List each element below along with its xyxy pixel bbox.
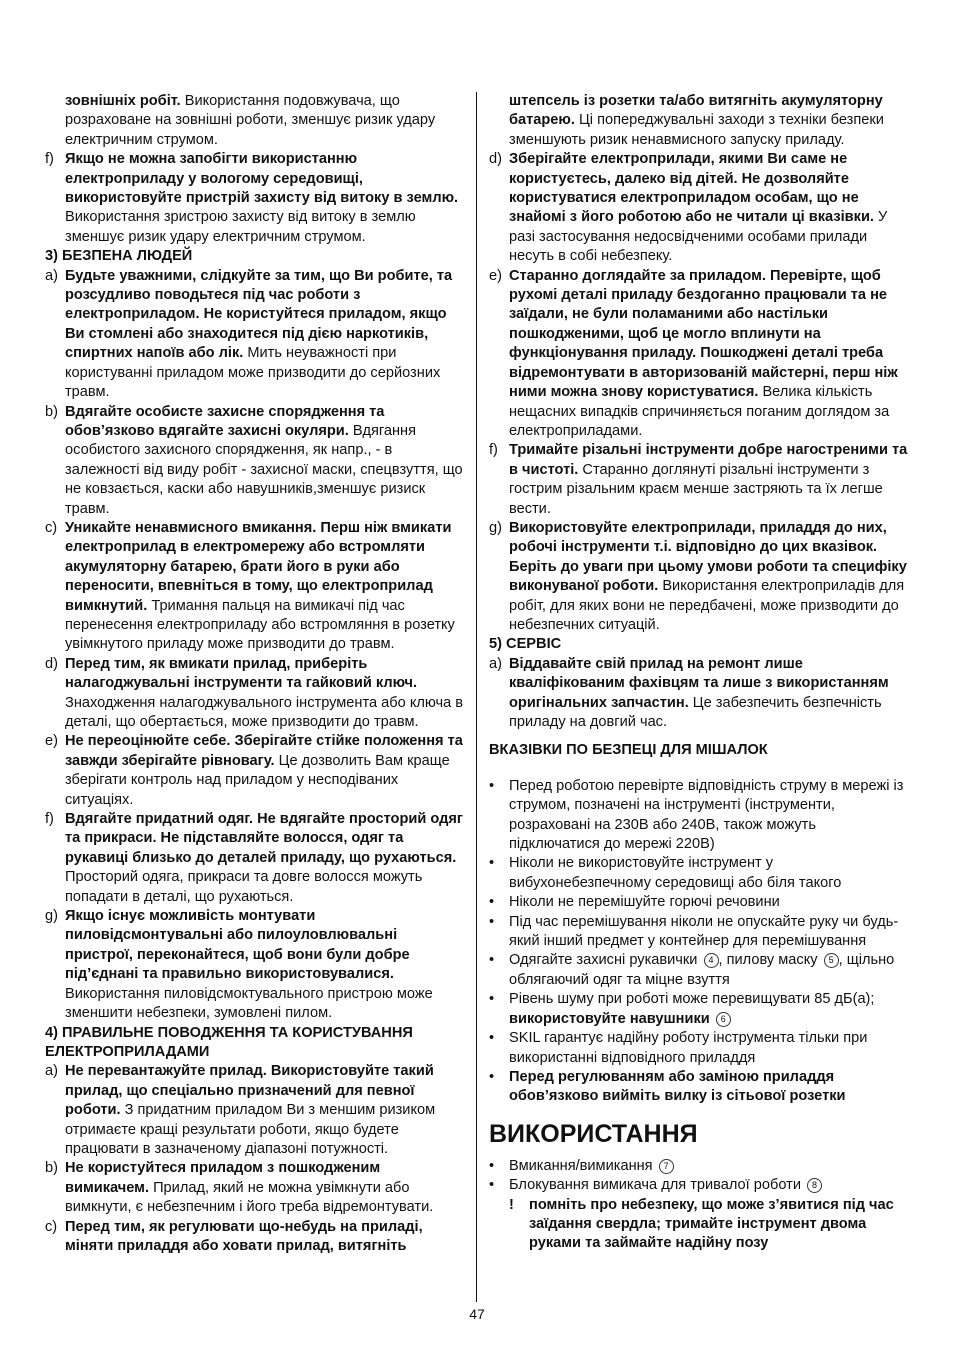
- list-item: [45, 907, 466, 1023]
- item-text: [65, 655, 466, 733]
- item-plain-text: Знаходження налагоджувального інструмента або ключа в деталі, що обертається, може призводити до травм.: [65, 694, 464, 730]
- item-plain-text: У разі застосування недосвідченими особами прилади несуть в собі небезпеку.: [509, 209, 888, 265]
- item-bold-text: Будьте уважними, слідкуйте за тим, що Ви робите, та розсудливо поводьтеся під час роботи з електроприладом. Не користуйтеся приладом, якщо Ви стомлені або знаходитеся під дією наркотиків, спиртних напоїв або лік.: [65, 267, 453, 362]
- bullet-icon: •: [489, 1030, 495, 1047]
- item-label: e): [489, 267, 502, 284]
- bullet-plain-text: , пилову маску: [718, 952, 818, 969]
- list-item: [45, 1159, 466, 1217]
- bullet-icon: •: [489, 777, 495, 794]
- item-label: d): [489, 151, 502, 168]
- item-bold-text: Перед тим, як вмикати прилад, приберіть налагоджувальні інструменти та гайковий ключ.: [65, 655, 418, 692]
- item-text: [509, 441, 910, 519]
- item-bold-text: Старанно доглядайте за приладом. Перевірте, щоб рухомі деталі приладу бездоганно працювали та не заїдали, не були поламаними або настільки пошкодженими, щоб це могло вплинути на функціонування приладу. Пошкоджені деталі треба відремонтувати в авторизованій майстерні, перш ніж ними можна знову користуватися.: [509, 267, 898, 401]
- bullet-text: [509, 1176, 910, 1195]
- list-item: [45, 732, 466, 810]
- item-label: a): [45, 1063, 58, 1080]
- item-bold-text: Перед тим, як регулювати що-небудь на приладі, міняти приладдя або ховати прилад, витягніть: [65, 1218, 423, 1254]
- item-plain-text: Використання зристрою захисту від витоку в землю зменшує ризик удару електричним струмом.: [65, 209, 416, 245]
- item-bold-text: Віддавайте свій прилад на ремонт лише кваліфікованим фахівцям та лише з використанням оригінальних запчастин.: [509, 655, 889, 711]
- figure-reference-badge: 6: [716, 1012, 731, 1027]
- item-plain-text: Прилад, який не можна увімкнути або вимкнути, є небезпечним і його треба відремонтувати.: [65, 1179, 434, 1216]
- usage-list: [489, 1157, 910, 1196]
- item-label: b): [45, 403, 58, 420]
- bullet-icon: •: [489, 1068, 495, 1085]
- item-bold-text: Не перевантажуйте прилад. Використовуйте такий прилад, що спеціально призначений для певної роботи.: [65, 1063, 434, 1119]
- item-text: [509, 519, 910, 635]
- item-label: g): [45, 908, 58, 925]
- item-text: [65, 1159, 466, 1217]
- column-divider: [476, 92, 477, 1302]
- item-bold-text: зовнішніх робіт.: [65, 93, 181, 109]
- mixer-safety-heading: ВКАЗІВКИ ПО БЕЗПЕЦІ ДЛЯ МІШАЛОК: [489, 742, 768, 759]
- page-number: 47: [469, 1306, 485, 1322]
- bullet-icon: •: [489, 991, 495, 1008]
- bullet-item: [489, 913, 910, 952]
- item-label: g): [489, 519, 502, 536]
- list-item: [45, 655, 466, 733]
- list-item: [489, 267, 910, 442]
- continued-paragraph: [489, 92, 910, 150]
- list-item: [45, 1062, 466, 1159]
- item-bold-text: Зберігайте електроприлади, якими Ви саме не користуєтесь, далеко від дітей. Не дозволяйте користуватися електроприладом особам, що не знайомі з його роботою або не читали ці вказівки.: [509, 151, 874, 226]
- item-text: [509, 267, 910, 442]
- bullet-item: [489, 777, 910, 855]
- bullet-plain-text: Ніколи не перемішуйте горючі речовини: [509, 894, 780, 911]
- item-plain-text: З придатним приладом Ви з меншим ризиком отримаєте кращі результати роботи, якщо будете працювати в зазначеному діапазоні потужності.: [65, 1102, 436, 1157]
- bullet-icon: •: [489, 952, 495, 969]
- bullet-plain-text: Перед роботою перевірте відповідність струму в мережі із струмом, позначені на інструменті (інструменти, розраховані на 230В або 240В, також можуть підключатися до мережі 220В): [509, 777, 904, 853]
- usage-heading: ВИКОРИСТАННЯ: [489, 1119, 698, 1148]
- item-label: [45, 92, 65, 150]
- section-heading: 5) СЕРВІС: [489, 636, 562, 653]
- item-bold-text: Якщо не можна запобігти використанню електроприладу у вологому середовищі, використовуйте пристрій захисту від витоку в землю.: [65, 151, 459, 207]
- item-text: [65, 267, 466, 403]
- item-label: [489, 92, 509, 150]
- right-top-content: [489, 92, 910, 732]
- bullet-plain-text: , щільно облягаючий одяг та міцне взуття: [509, 952, 895, 988]
- item-text: [65, 1062, 466, 1159]
- item-plain-text: Тримання пальця на вимикачі під час перенесення електроприладу або встромляння в розетку увімкнутого приладу може призводити до травм.: [65, 597, 455, 653]
- item-label: e): [45, 733, 58, 750]
- section-heading: 3) БЕЗПЕНА ЛЮДЕЙ: [45, 248, 193, 265]
- item-text: [65, 519, 466, 655]
- bullet-text: [509, 1029, 910, 1068]
- section-heading: 4) ПРАВИЛЬНЕ ПОВОДЖЕННЯ ТА КОРИСТУВАННЯ ЕЛЕКТРОПРИЛАДАМИ: [45, 1024, 413, 1060]
- list-item: [489, 655, 910, 733]
- item-text: [65, 1218, 466, 1257]
- warning-mark: !: [509, 1196, 514, 1213]
- bullet-item: [489, 854, 910, 893]
- list-item: [45, 1218, 466, 1257]
- right-column: [489, 92, 910, 1254]
- item-bold-text: Якщо існує можливість монтувати пиловідсмонтувальні або пилоуловлювальні пристрої, переконайтеся, щоб вони були добре під’єднані та правильно використовувалися.: [65, 908, 410, 983]
- item-plain-text: Це дозволить Вам краще зберігати контроль над приладом у несподіваних ситуаціях.: [65, 752, 450, 808]
- item-label: b): [45, 1160, 58, 1177]
- item-label: c): [45, 519, 58, 536]
- figure-reference-badge: 4: [704, 953, 719, 968]
- bullet-item: [489, 1176, 910, 1195]
- list-item: [45, 810, 466, 907]
- bullet-item: [489, 893, 910, 912]
- item-text: [65, 907, 466, 1023]
- figure-reference-badge: 7: [659, 1159, 674, 1174]
- item-text: [509, 655, 910, 733]
- item-label: f): [45, 151, 54, 168]
- bullet-icon: •: [489, 1177, 495, 1194]
- item-text: [509, 92, 910, 150]
- item-label: c): [45, 1218, 58, 1235]
- item-bold-text: Не переоцінюйте себе. Зберігайте стійке положення та завжди зберігайте рівновагу.: [65, 733, 463, 769]
- list-item: [45, 403, 466, 519]
- item-text: [65, 732, 466, 810]
- bullet-icon: •: [489, 894, 495, 911]
- item-plain-text: Велика кількість нещасних випадків спричиняється поганим доглядом за електроприладами.: [509, 384, 890, 439]
- item-plain-text: Це забезпечить безпечність приладу на довгий час.: [509, 694, 882, 730]
- warning-text: помніть про небезпеку, що може з’явитися під час заїдання свердла; тримайте інструмент двома руками та займайте надійну позу: [529, 1196, 894, 1252]
- item-text: [65, 150, 466, 247]
- bullet-item: [489, 1068, 910, 1107]
- item-bold-text: Вдягайте особисте захисне спорядження та обов’язково вдягайте захисні окуляри.: [65, 403, 385, 439]
- bullet-text: [509, 1068, 910, 1107]
- item-text: [65, 403, 466, 519]
- bullet-plain-text: Рівень шуму при роботі може перевищувати 85 дБ(а);: [509, 991, 875, 1008]
- figure-reference-badge: 5: [824, 953, 839, 968]
- item-plain-text: Використання пиловідсмоктувального пристрою може зменшити небезпеки, зумовлені пилом.: [65, 985, 433, 1022]
- bullet-plain-text: SKIL гарантує надійну роботу інструмента тільки при використанні відповідного приладдя: [509, 1030, 868, 1066]
- bullet-plain-text: Блокування вимикача для тривалої роботи: [509, 1177, 801, 1194]
- item-label: f): [489, 442, 498, 459]
- item-label: a): [489, 655, 502, 672]
- item-bold-text: Використовуйте електроприлади, приладдя до них, робочі інструменти т.і. відповідно до цих вказівок. Беріть до уваги при цьому умови роботи та специфіку виконуваної роботи.: [509, 519, 907, 595]
- item-plain-text: Мить неуважності при користуванні приладом може призводити до серйозних травм.: [65, 345, 441, 401]
- item-plain-text: Використання електроприладів для робіт, для яких вони не передбачені, може призводити до небезпечних ситуацій.: [509, 578, 905, 633]
- bullet-plain-text: Вмикання/вимикання: [509, 1157, 653, 1174]
- bullet-plain-text: Під час перемішування ніколи не опускайте руку чи будь-який інший предмет у контейнер для перемішування: [509, 913, 899, 950]
- bullet-text: [509, 854, 910, 893]
- item-label: d): [45, 655, 58, 672]
- bullet-item: [489, 951, 910, 990]
- bullet-icon: •: [489, 913, 495, 930]
- list-item: [45, 267, 466, 403]
- item-text: [65, 810, 466, 907]
- item-bold-text: Тримайте різальні інструменти добре нагостреними та в чистоті.: [509, 442, 908, 478]
- item-text: [65, 92, 466, 150]
- item-bold-text: Вдягайте придатний одяг. Не вдягайте просторий одяг та прикраси. Не підставляйте волосся, одяг та рукавиці близько до деталей приладу, що рухаються.: [65, 811, 463, 866]
- item-bold-text: штепсель із розетки та/або витягніть акумуляторну батарею.: [509, 93, 883, 129]
- bullet-icon: •: [489, 1157, 495, 1174]
- item-bold-text: Уникайте ненавмисного вмикання. Перш ніж вмикати електроприлад в електромережу або встромляти акумуляторну батарею, брати його в руки або переносити, впевніться в тому, що електроприлад вимкнутий.: [65, 519, 452, 614]
- item-text: [509, 150, 910, 266]
- list-item: [489, 150, 910, 266]
- left-column: [45, 92, 466, 1256]
- figure-reference-badge: 8: [807, 1178, 822, 1193]
- bullet-text: [509, 1157, 910, 1176]
- item-plain-text: Використання подовжувача, що розраховане на зовнішні роботи, зменшує ризик удару електричним струмом.: [65, 93, 436, 148]
- bullet-text: [509, 913, 910, 952]
- bullet-icon: •: [489, 855, 495, 872]
- bullet-item: [489, 990, 910, 1029]
- bullet-bold-text: Перед регулюванням або заміною приладдя обов’язково вийміть вилку із сітьової розетки: [509, 1068, 846, 1105]
- item-plain-text: Старанно доглянуті різальні інструменти з гострим різальним краєм менше застряють та їх легше вести.: [509, 461, 883, 517]
- item-label: a): [45, 267, 58, 284]
- list-item: [489, 441, 910, 519]
- bullet-plain-text: Ніколи не використовуйте інструмент у вибухонебезпечному середовищі або біля такого: [509, 855, 842, 891]
- bullet-text: [509, 951, 910, 990]
- mixer-safety-list: [489, 777, 910, 1107]
- bullet-bold-text: використовуйте навушники: [509, 1010, 710, 1027]
- item-plain-text: Ці попереджувальні заходи з техніки безпеки зменшують ризик ненавмисного запуску приладу.: [509, 112, 884, 148]
- item-bold-text: Не користуйтеся приладом з пошкодженим вимикачем.: [65, 1160, 381, 1196]
- bullet-text: [509, 777, 910, 855]
- item-plain-text: Вдягання особистого захисного спорядження, як напр., - в залежності від виду робіт - захисної маски, спецвзуття, що не ковзається, каски або навушників,зменшує ризиск травм.: [65, 422, 463, 517]
- bullet-plain-text: Одягайте захисні рукавички: [509, 952, 698, 969]
- bullet-text: [509, 990, 910, 1029]
- bullet-text: [509, 893, 910, 912]
- list-item: [45, 519, 466, 655]
- item-label: f): [45, 811, 54, 828]
- bullet-item: [489, 1029, 910, 1068]
- item-plain-text: Просторий одяга, прикраси та довге волосся можуть попадати в деталі, що рухаються.: [65, 869, 423, 905]
- list-item: [45, 150, 466, 247]
- continued-paragraph: [45, 92, 466, 150]
- usage-warning: [489, 1196, 910, 1254]
- bullet-item: [489, 1157, 910, 1176]
- list-item: [489, 519, 910, 635]
